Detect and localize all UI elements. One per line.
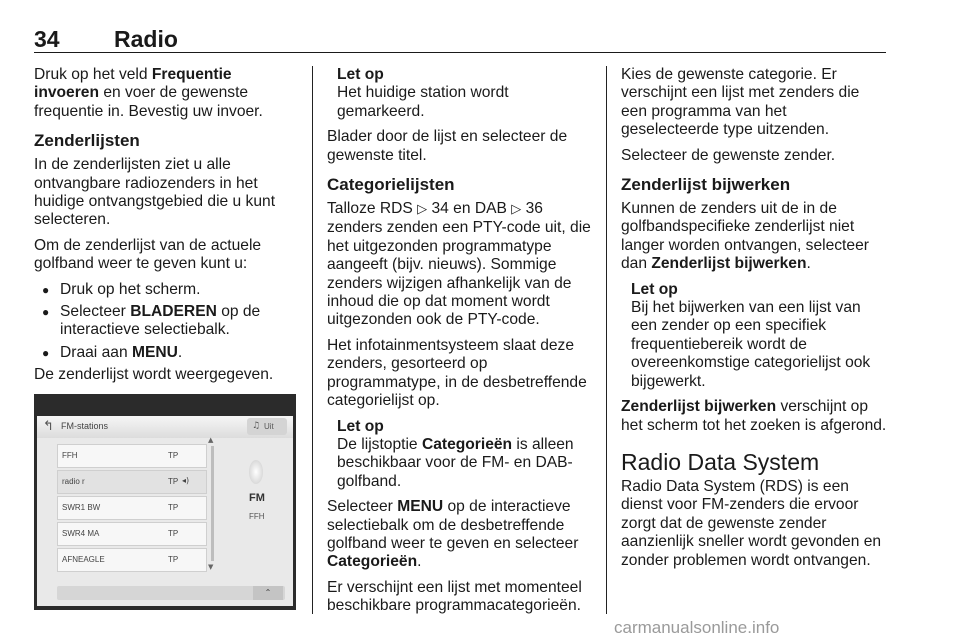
text: . [177, 343, 183, 361]
paragraph [327, 498, 592, 572]
bold-term: Categorieën [421, 435, 513, 453]
text: op de interactieve selectiebalk. [60, 303, 261, 339]
page-reference-icon: ▷ [417, 202, 428, 218]
column-3 [621, 66, 887, 577]
audio-label: Uit [264, 422, 274, 431]
note-box [337, 418, 592, 492]
note-title: Let op [337, 417, 384, 435]
station-name: SWR1 BW [62, 503, 101, 512]
chevron-up-icon: ⌃ [253, 586, 283, 600]
page-reference-icon: ▷ [511, 202, 522, 218]
screen-title-bar [37, 416, 293, 438]
text: . [806, 255, 811, 273]
speaker-icon: ◂) [182, 476, 190, 485]
paragraph: In de zenderlijsten ziet u alle ontvangbare radiozenders in het huidige ontvangstgebied die u kunt selecteren. [34, 156, 276, 229]
page-number: 34 [34, 26, 60, 52]
station-row-selected [57, 470, 207, 494]
section-heading: Categorielijsten [327, 175, 455, 195]
text: 36 zenders zenden een PTY-code uit, die het uitgezonden programmatype aangeeft (bijv. nieuws). Sommige zenders wijzigen afhankelijk van de inhoud die op dat moment wordt uitgezonden ook de PTY-code. [327, 200, 591, 329]
list-item [34, 344, 296, 362]
text: is alleen beschikbaar voor de FM- en DAB-golfband. [337, 435, 574, 490]
scrollbar [211, 446, 214, 561]
text: 34 en DAB [427, 200, 512, 218]
column-divider [312, 66, 313, 614]
station-tp: TP [168, 529, 179, 538]
station-row [57, 548, 207, 572]
bold-term: MENU [131, 343, 178, 361]
station-row [57, 444, 207, 468]
station-tp: TP [168, 477, 179, 486]
column-1 [34, 66, 296, 392]
selection-bar [57, 586, 285, 600]
paragraph [327, 200, 592, 330]
list-item [34, 303, 296, 340]
station-row [57, 496, 207, 520]
page-header [34, 26, 886, 53]
text: . [417, 553, 422, 571]
bold-term: MENU [397, 498, 444, 516]
text: Talloze RDS [327, 200, 418, 218]
bold-term: Zenderlijst bijwerken [651, 255, 807, 273]
paragraph [621, 398, 887, 435]
station-list [57, 444, 207, 574]
station-name: SWR4 MA [62, 529, 100, 538]
current-station: FFH [249, 512, 265, 521]
note-title: Let op [631, 280, 678, 298]
bold-term: Frequentie invoeren [34, 66, 232, 102]
text: Draai aan [60, 343, 132, 361]
music-note-icon: ♫ [252, 421, 261, 431]
fm-band-icon [249, 460, 263, 484]
paragraph: Blader door de lijst en selecteer de gewenste titel. [327, 128, 568, 164]
note-text: Het huidige station wordt gemarkeerd. [337, 84, 509, 120]
back-arrow-icon: ↰ [43, 419, 54, 434]
paragraph: Kies de gewenste categorie. Er verschijnt een lijst met zenders die een programma van het geselecteerde type uitzenden. [621, 66, 860, 139]
station-name: radio r [62, 477, 85, 486]
station-name: FFH [62, 451, 78, 460]
paragraph [621, 200, 887, 274]
bold-term: Categorieën [327, 553, 418, 571]
bullet-list [34, 281, 296, 363]
note-text: Bij het bijwerken van een lijst van een zender op een specifiek frequentiebereik wordt de overeenkomstige categorielijst ook bijgewerkt. [631, 299, 871, 390]
paragraph [34, 66, 296, 121]
chapter-title: Radio [114, 26, 178, 52]
paragraph: Radio Data System (RDS) is een dienst voor FM-zenders die ervoor zorgt dat de gewenste zender aanzienlijk sneller wordt gevonden en zonder problemen wordt ontvangen. [621, 477, 882, 569]
paragraph: De zenderlijst wordt weergegeven. [34, 366, 274, 384]
text: Kunnen de zenders uit de in de golfbandspecifieke zenderlijst niet langer worden ontvangen, selecteer dan [621, 200, 869, 273]
text: Druk op het scherm. [60, 280, 201, 298]
note-title: Let op [337, 66, 384, 83]
screen-title: FM-stations [61, 421, 109, 431]
bold-term: Zenderlijst bijwerken [621, 398, 777, 416]
scroll-up-icon: ▲ [208, 436, 214, 444]
paragraph: Selecteer de gewenste zender. [621, 146, 836, 164]
paragraph: Er verschijnt een lijst met momenteel beschikbare programmacategorieën. [327, 578, 582, 615]
text: De lijstoptie [337, 435, 422, 453]
column-2 [327, 66, 592, 623]
section-heading: Zenderlijsten [34, 131, 140, 151]
text: Selecteer [60, 303, 131, 321]
text: Selecteer [327, 498, 398, 516]
station-tp: TP [168, 451, 179, 460]
note-box [631, 281, 887, 391]
audio-off-button [247, 418, 287, 435]
section-heading: Zenderlijst bijwerken [621, 175, 791, 195]
paragraph: Om de zenderlijst van de actuele golfband weer te geven kunt u: [34, 236, 262, 273]
chapter-heading: Radio Data System [621, 448, 820, 475]
text: en voer de gewenste frequentie in. Bevestig uw invoer. [34, 84, 263, 120]
watermark: carmanualsonline.info [614, 618, 780, 637]
station-row [57, 522, 207, 546]
bold-term: BLADEREN [130, 303, 217, 321]
station-tp: TP [168, 503, 179, 512]
station-name: AFNEAGLE [62, 555, 105, 564]
column-divider [606, 66, 607, 614]
text: verschijnt op het scherm tot het zoeken is afgerond. [621, 398, 887, 434]
band-label: FM [249, 492, 265, 504]
list-item [34, 281, 296, 299]
infotainment-screenshot [34, 394, 296, 610]
screen-area [37, 416, 293, 606]
text: op de interactieve selectiebalk om de desbetreffende golfband weer te geven en selecteer [327, 498, 579, 552]
note-box [337, 66, 592, 121]
text: Druk op het veld [34, 66, 152, 83]
station-tp: TP [168, 555, 179, 564]
scroll-down-icon: ▼ [208, 563, 214, 571]
paragraph: Het infotainmentsysteem slaat deze zenders, gesorteerd op programmatype, in de desbetreffende categorielijst op. [327, 336, 587, 410]
